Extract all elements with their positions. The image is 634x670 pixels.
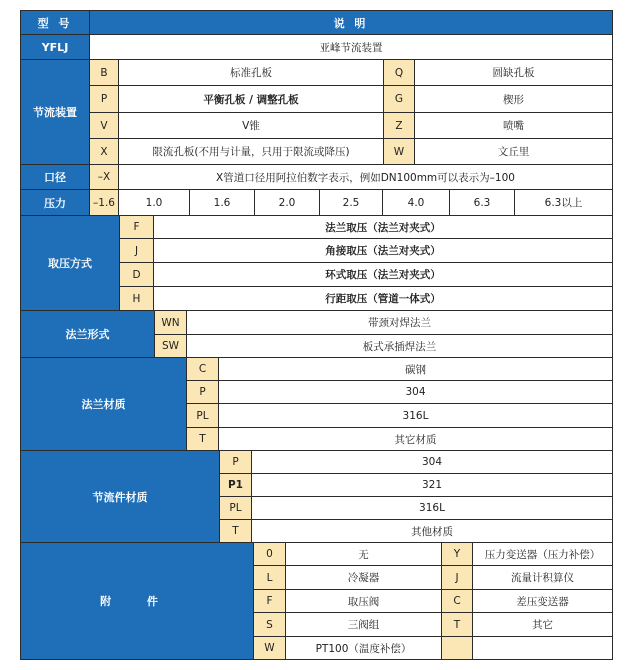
flange-material-name: 碳钢 [218, 357, 613, 381]
flange-material-code: P [186, 380, 219, 404]
tapping-name: 环式取压（法兰对夹式） [153, 262, 613, 287]
accessory-code: 0 [253, 542, 286, 566]
accessory-code: S [253, 612, 286, 637]
throttle-code: G [383, 85, 415, 113]
pressure-value: 2.0 [254, 189, 320, 216]
accessory-code: W [253, 636, 286, 660]
tapping-name: 角接取压（法兰对夹式） [153, 238, 613, 263]
accessory-name: 无 [285, 542, 442, 566]
accessory-code: J [441, 565, 473, 590]
throttle-label: 节流装置 [20, 59, 90, 165]
throttle-code: Z [383, 112, 415, 139]
header-model: 型 号 [20, 10, 90, 35]
accessory-code: Y [441, 542, 473, 566]
throttle-name: 平衡孔板 / 调整孔板 [118, 85, 384, 113]
flange-form-name: 板式承插焊法兰 [186, 334, 613, 358]
throttle-name: V锥 [118, 112, 384, 139]
flange-form-code: SW [154, 334, 187, 358]
pressure-value: 6.3以上 [514, 189, 613, 216]
accessory-name: 流量计积算仪 [472, 565, 613, 590]
accessory-code: L [253, 565, 286, 590]
accessory-code: F [253, 589, 286, 613]
accessory-name: PT100（温度补偿） [285, 636, 442, 660]
tapping-name: 行距取压（管道一体式） [153, 286, 613, 311]
element-material-code: P [219, 450, 252, 474]
accessory-code: T [441, 612, 473, 637]
element-material-name: 316L [251, 496, 613, 520]
accessory-code: C [441, 589, 473, 613]
throttle-name: 标准孔板 [118, 59, 384, 86]
element-material-name: 其他材质 [251, 519, 613, 543]
tapping-name: 法兰取压（法兰对夹式） [153, 215, 613, 239]
pressure-value: 6.3 [449, 189, 515, 216]
element-material-name: 304 [251, 450, 613, 474]
header-description: 说 明 [89, 10, 613, 35]
pressure-value: 1.0 [118, 189, 190, 216]
tapping-label: 取压方式 [20, 215, 120, 311]
throttle-code: V [89, 112, 119, 139]
pressure-label: 压力 [20, 189, 90, 216]
accessory-name: 其它 [472, 612, 613, 637]
accessory-name-empty [472, 636, 613, 660]
throttle-code: W [383, 138, 415, 165]
accessory-name: 差压变送器 [472, 589, 613, 613]
flange-material-code: T [186, 427, 219, 451]
throttle-name: 楔形 [414, 85, 613, 113]
element-material-name: 321 [251, 473, 613, 497]
caliber-code: –X [89, 164, 119, 190]
flange-material-name: 304 [218, 380, 613, 404]
model-code-description: 亚峰节流装置 [89, 34, 613, 60]
model-code: YFLJ [20, 34, 90, 60]
tapping-code: D [119, 262, 154, 287]
pressure-value: –1.6 [89, 189, 119, 216]
throttle-name: 文丘里 [414, 138, 613, 165]
element-material-code: P1 [219, 473, 252, 497]
throttle-code: B [89, 59, 119, 86]
element-material-code: T [219, 519, 252, 543]
throttle-name: 喷嘴 [414, 112, 613, 139]
accessory-name: 取压阀 [285, 589, 442, 613]
flange-material-name: 316L [218, 403, 613, 428]
throttle-name: 限流孔板(不用与计量，只用于限流或降压) [118, 138, 384, 165]
tapping-code: H [119, 286, 154, 311]
accessory-name: 冷凝器 [285, 565, 442, 590]
tapping-code: F [119, 215, 154, 239]
pressure-value: 1.6 [189, 189, 255, 216]
flange-material-label: 法兰材质 [20, 357, 187, 451]
pressure-value: 2.5 [319, 189, 383, 216]
accessory-name: 压力变送器（压力补偿） [472, 542, 613, 566]
throttle-name: 圆缺孔板 [414, 59, 613, 86]
throttle-code: P [89, 85, 119, 113]
accessories-label: 附 件 [20, 542, 254, 660]
accessory-name: 三阀组 [285, 612, 442, 637]
throttle-code: Q [383, 59, 415, 86]
flange-form-code: WN [154, 310, 187, 335]
caliber-description: X管道口径用阿拉伯数字表示，例如DN100mm可以表示为–100 [118, 164, 613, 190]
accessory-code-empty [441, 636, 473, 660]
flange-material-code: PL [186, 403, 219, 428]
caliber-label: 口径 [20, 164, 90, 190]
pressure-value: 4.0 [382, 189, 450, 216]
flange-material-name: 其它材质 [218, 427, 613, 451]
element-material-label: 节流件材质 [20, 450, 220, 543]
element-material-code: PL [219, 496, 252, 520]
throttle-code: X [89, 138, 119, 165]
tapping-code: J [119, 238, 154, 263]
flange-form-name: 带颈对焊法兰 [186, 310, 613, 335]
flange-form-label: 法兰形式 [20, 310, 155, 358]
flange-material-code: C [186, 357, 219, 381]
